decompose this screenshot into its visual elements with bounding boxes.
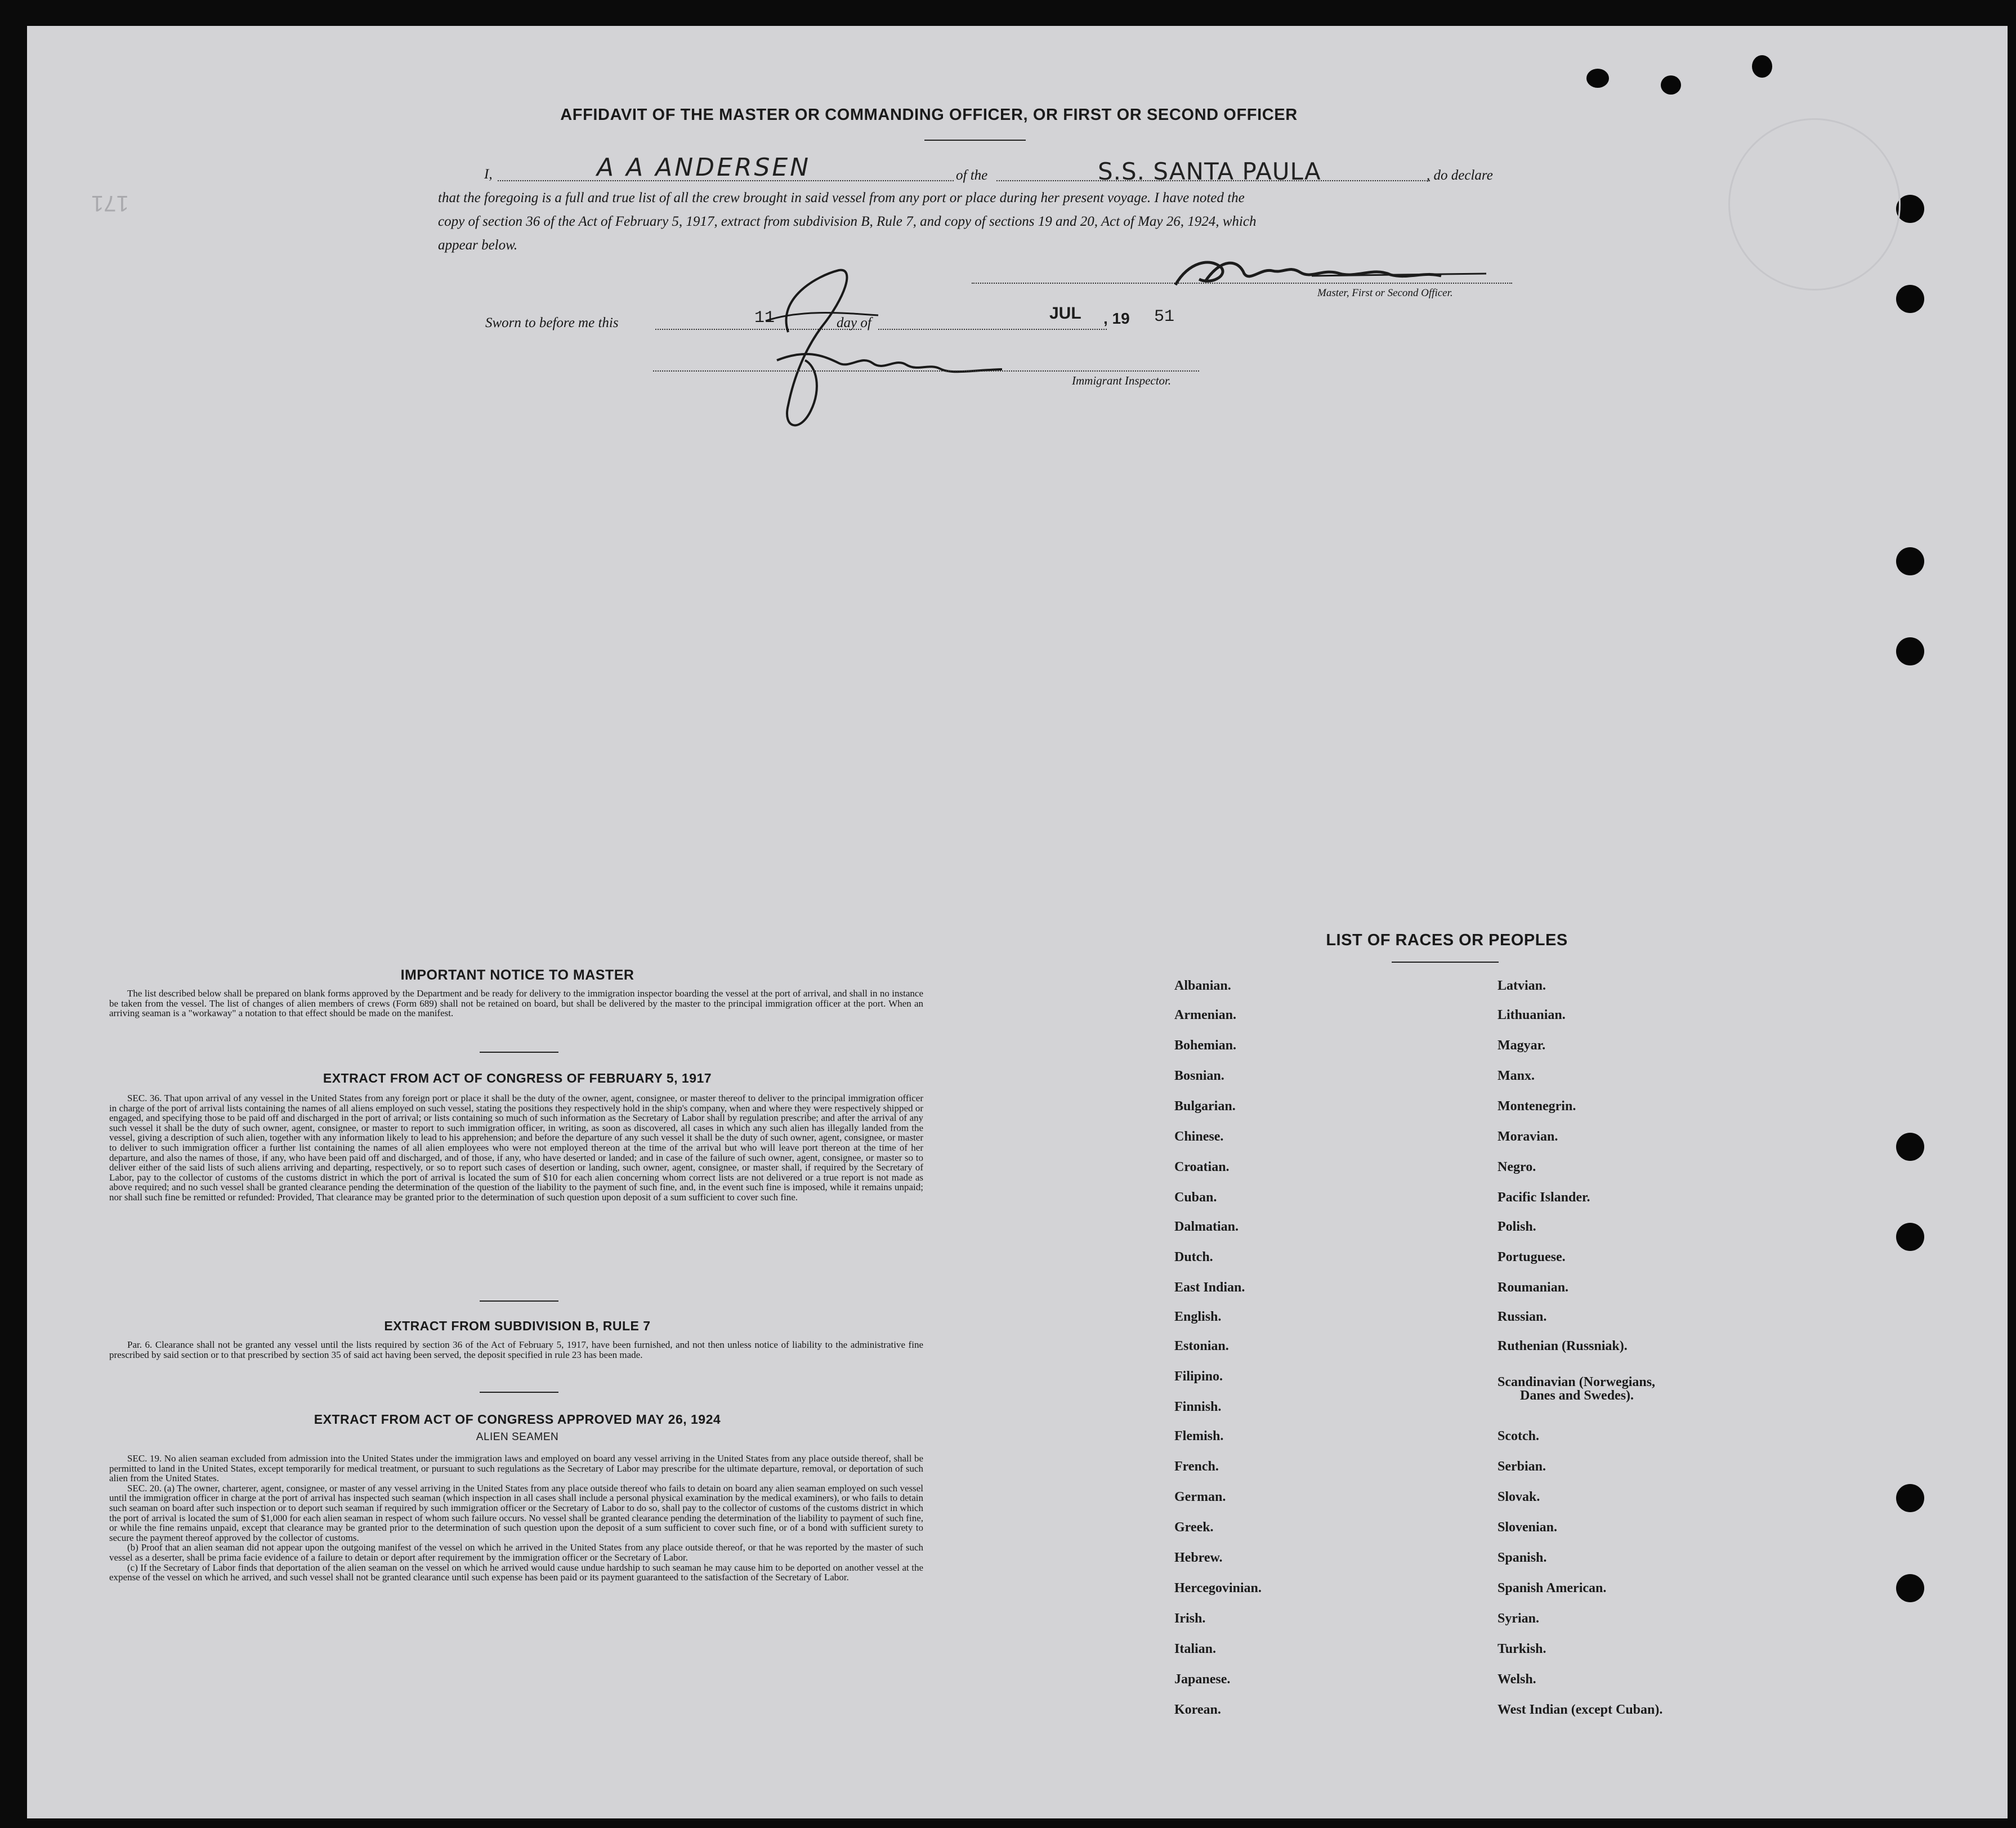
race-item: Korean. <box>1174 1702 1221 1717</box>
race-item: Pacific Islander. <box>1498 1190 1590 1205</box>
binder-hole <box>1896 1223 1924 1251</box>
race-item: Scotch. <box>1498 1429 1539 1443</box>
race-item: Albanian. <box>1174 978 1231 993</box>
race-item: Manx. <box>1498 1069 1535 1083</box>
sworn-month: JUL <box>1049 304 1081 323</box>
binder-hole <box>1896 547 1924 575</box>
race-item: Irish. <box>1174 1611 1206 1626</box>
race-item: Bosnian. <box>1174 1069 1224 1083</box>
races-title: LIST OF RACES OR PEOPLES <box>1326 931 1568 949</box>
section-rule <box>480 1300 558 1302</box>
i-label: I, <box>484 167 493 182</box>
section-rule <box>480 1052 558 1053</box>
race-item: Ruthenian (Russniak). <box>1498 1339 1628 1353</box>
race-item: Bulgarian. <box>1174 1099 1236 1114</box>
extract-1917-title: EXTRACT FROM ACT OF CONGRESS OF FEBRUARY 5, 1917 <box>323 1071 712 1085</box>
race-item: Russian. <box>1498 1309 1547 1324</box>
do-declare-label: , do declare <box>1427 168 1493 183</box>
par-6-paragraph: Par. 6. Clearance shall not be granted any vessel until the lists required by section 36 of the Act of February 5, 1917, have been furnished, and not then unless notice of liability to the administrative fine prescribed by said section or to that prescribed by section 35 of said act having been served, the deposit specified in rule 23 has been made. <box>109 1339 923 1360</box>
section-rule <box>480 1392 558 1393</box>
master-caption: Master, First or Second Officer. <box>1317 287 1453 299</box>
race-item: Turkish. <box>1498 1642 1546 1656</box>
master-name: A A ANDERSEN <box>597 153 811 182</box>
race-item: Estonian. <box>1174 1339 1229 1353</box>
race-item: Finnish. <box>1174 1400 1222 1414</box>
race-item: Scandinavian (Norwegians, <box>1498 1375 1656 1389</box>
day-of-label: day of <box>837 315 871 330</box>
race-item: Slovak. <box>1498 1490 1540 1504</box>
race-item: Spanish. <box>1498 1550 1547 1565</box>
margin-page-number: 171 <box>91 191 129 216</box>
notice-text <box>109 989 923 1018</box>
notice-title: IMPORTANT NOTICE TO MASTER <box>400 967 634 983</box>
binder-hole <box>1896 1133 1924 1161</box>
affidavit-body-2: copy of section 36 of the Act of February 5, 1917, extract from subdivision B, Rule 7, and copy of sections 19 and 20, Act of May 26, 1924, which <box>438 214 1257 229</box>
race-item: Serbian. <box>1498 1459 1546 1474</box>
notice-paragraph: The list described below shall be prepared on blank forms approved by the Department and be ready for delivery to the immigration inspector boarding the vessel at the port of arrival, and shall in no instance be taken from the vessel. The list of changes of alien members of crews (Form 689) shall not be retained on board, but shall be delivered by the master to the principal immigration officer at the port. When an arriving seaman is a "workaway" a notation to that effect should be made on the manifest. <box>109 988 923 1019</box>
rule7-text <box>109 1340 923 1360</box>
inspector-caption: Immigrant Inspector. <box>1072 374 1172 387</box>
race-item: English. <box>1174 1309 1222 1324</box>
race-item: Armenian. <box>1174 1008 1236 1022</box>
race-item: Roumanian. <box>1498 1280 1569 1295</box>
race-item: Hebrew. <box>1174 1550 1223 1565</box>
sec-20a-paragraph: SEC. 20. (a) The owner, charterer, agent, consignee, or master of any vessel arriving in the United States from any place outside thereof who fails to detain on board any alien seaman employed on such vessel until the immigration officer in charge at the port of arrival has inspected such seaman (which inspection in all cases shall include a personal physical examination by the medical examiners), or who fails to detain such seaman on board after such inspection or to deport such seaman if required by such immigration officer or the Secretary of Labor to do so, shall pay to the collector of customs of the customs district in which the port of arrival is located the sum of $1,000 for each alien seaman in respect of whom such failure occurs. No vessel shall be granted clearance pending the determination of the liability to payment of such fine, or while the fine remains unpaid, except that clearance may be granted prior to the determination of such question upon the deposit of a sum sufficient to cover such fine, or of a bond with sufficient surety to secure the payment thereof approved by the collector of customs. <box>109 1482 923 1543</box>
race-item: Montenegrin. <box>1498 1099 1576 1114</box>
vessel-name: S.S. SANTA PAULA <box>1098 158 1321 185</box>
race-item: Japanese. <box>1174 1672 1231 1687</box>
race-item: Magyar. <box>1498 1038 1546 1053</box>
sworn-year: 51 <box>1154 307 1175 327</box>
race-item: Portuguese. <box>1498 1250 1566 1264</box>
race-item: Syrian. <box>1498 1611 1540 1626</box>
race-item: Polish. <box>1498 1219 1536 1234</box>
section-36-paragraph: SEC. 36. That upon arrival of any vessel in the United States from any foreign port or place it shall be the duty of the owner, agent, consignee, or master thereof to deliver to the principal immigration officer in charge of the port of arrival lists containing the names of all aliens employed on such vessel, stating the positions they respectively hold in the ship's company, when and where they were respectively shipped or engaged, and specifying those to be paid off and discharged in the port of arrival; or lists containing so much of such information as the Secretary of Labor shall by regulation prescribe; and after the arrival of any such vessel it shall be the duty of such owner, agent, consignee, or master to report to such immigration officer, in writing, as soon as discovered, all cases in which any such alien has illegally landed from the vessel, giving a description of such alien, together with any information likely to lead to his apprehension; and before the departure of any such vessel it shall be the duty of such owner, agent, consignee, or master to deliver to such immigration officer a further list containing the names of all alien employees who were not employed thereon at the time of the arrival but who will leave port thereon at the time of her departure, and also the names of those, if any, who have been paid off and discharged, and of those, if any, who have deserted or landed; and in case of the failure of such owner, agent, consignee, or master so to deliver either of the said lists of such aliens arriving and departing, respectively, or so to report such cases of desertion or landing, such owner, agent, consignee, or master shall, if required by the Secretary of Labor, pay to the collector of customs of the customs district in which the port of arrival is located the sum of $10 for each alien concerning whom correct lists are not delivered or a true report is not made as above required; and no such vessel shall be granted clearance pending the determination of the question of the liability to the payment of such fine, and, in the event such fine is imposed, while it remains unpaid; nor shall such fine be remitted or refunded: Provided, That clearance may be granted prior to the determination of such question upon deposit of a sum sufficient to cover such fine. <box>109 1093 923 1203</box>
race-item: East Indian. <box>1174 1280 1245 1295</box>
staple-hole <box>1586 69 1609 88</box>
race-item: Slovenian. <box>1498 1520 1558 1535</box>
races-title-rule <box>1392 962 1499 963</box>
alien-seamen-subtitle: ALIEN SEAMEN <box>476 1431 559 1443</box>
binder-hole <box>1896 285 1924 313</box>
race-item: Hercegovinian. <box>1174 1581 1262 1595</box>
faint-seal <box>1728 118 1901 290</box>
race-item: German. <box>1174 1490 1226 1504</box>
sec-19-paragraph: SEC. 19. No alien seaman excluded from admission into the United States under the immigration laws and employed on board any vessel arriving in the United States from any place outside thereof, shall be permitted to land in the United States, except temporarily for medical treatment, or pursuant to such regulations as the Secretary of Labor may prescribe for the ultimate departure, removal, or deportation of such alien from the United States. <box>109 1453 923 1484</box>
race-item: Greek. <box>1174 1520 1214 1535</box>
affidavit-body-3: appear below. <box>438 238 518 253</box>
title-rule <box>924 140 1026 141</box>
race-item: Italian. <box>1174 1642 1217 1656</box>
race-item: Lithuanian. <box>1498 1008 1566 1022</box>
race-item: Danes and Swedes). <box>1520 1388 1634 1403</box>
inspector-signature-line <box>653 370 1199 372</box>
sec-20c-paragraph: (c) If the Secretary of Labor finds that deportation of the alien seaman on the vessel on which he arrived would cause undue hardship to such seaman he may cause him to be deported on another vessel at the expense of the vessel on which he arrived, and such vessel shall not be granted clearance until such expense has been paid or its payment guaranteed to the satisfaction of the Secretary of Labor. <box>109 1562 923 1583</box>
race-item: Dalmatian. <box>1174 1219 1239 1234</box>
extract-1924-title: EXTRACT FROM ACT OF CONGRESS APPROVED MAY 26, 1924 <box>314 1412 721 1427</box>
inspector-signature <box>754 265 1008 433</box>
binder-hole <box>1896 637 1924 665</box>
affidavit-body-1: that the foregoing is a full and true list of all the crew brought in said vessel from any port or place during her present voyage. I have noted the <box>438 190 1245 205</box>
race-item: Filipino. <box>1174 1369 1223 1384</box>
race-item: West Indian (except Cuban). <box>1498 1702 1663 1717</box>
binder-hole <box>1896 1484 1924 1512</box>
race-item: Croatian. <box>1174 1160 1230 1174</box>
race-item: Chinese. <box>1174 1129 1224 1144</box>
race-item: Cuban. <box>1174 1190 1217 1205</box>
staple-hole <box>1752 55 1772 78</box>
of-the-label: of the <box>956 168 988 183</box>
binder-hole <box>1896 1574 1924 1602</box>
sworn-label: Sworn to before me this <box>485 315 619 330</box>
sec-20b-paragraph: (b) Proof that an alien seaman did not appear upon the outgoing manifest of the vessel on which he arrived in the United States from any place outside thereof, or that he was reported by the master of such vessel as a deserter, shall be prima facie evidence of a failure to detain or deport after requirement by the immigration officer or the Secretary of Labor. <box>109 1542 923 1563</box>
race-item: Moravian. <box>1498 1129 1558 1144</box>
race-item: Dutch. <box>1174 1250 1213 1264</box>
sworn-day: 11 <box>754 309 775 328</box>
extract-1917-text <box>109 1093 923 1203</box>
race-item: Latvian. <box>1498 978 1546 993</box>
staple-hole <box>1661 75 1681 95</box>
rule7-title: EXTRACT FROM SUBDIVISION B, RULE 7 <box>384 1319 651 1333</box>
affidavit-title: AFFIDAVIT OF THE MASTER OR COMMANDING OFFICER, OR FIRST OR SECOND OFFICER <box>560 106 1298 124</box>
extract-1924-text <box>109 1454 923 1583</box>
race-item: French. <box>1174 1459 1219 1474</box>
race-item: Negro. <box>1498 1160 1536 1174</box>
race-item: Spanish American. <box>1498 1581 1607 1595</box>
race-item: Bohemian. <box>1174 1038 1237 1053</box>
sworn-year-prefix: , 19 <box>1103 310 1130 327</box>
race-item: Welsh. <box>1498 1672 1536 1687</box>
race-item: Flemish. <box>1174 1429 1224 1443</box>
